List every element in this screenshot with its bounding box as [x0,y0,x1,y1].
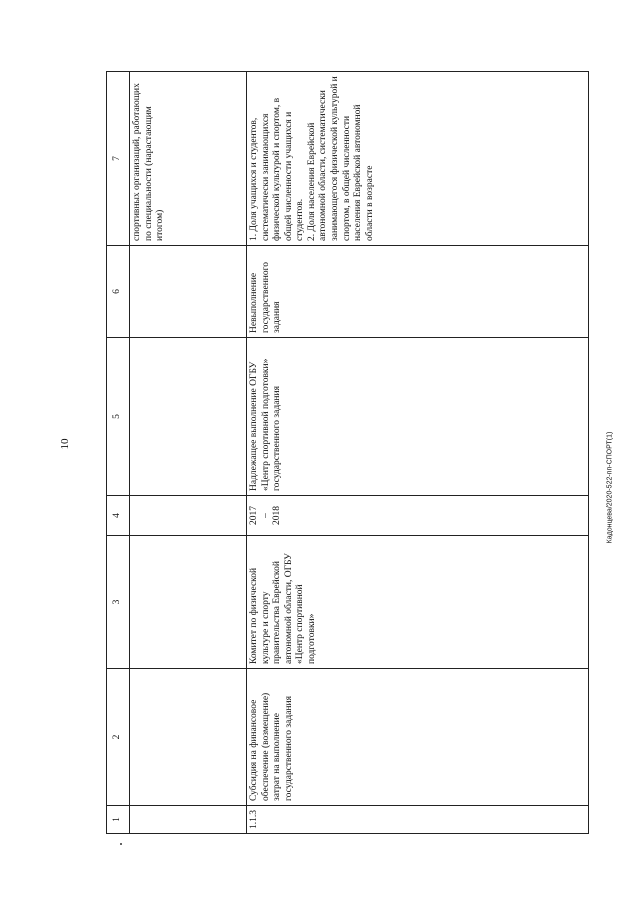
table-row [130,72,247,834]
cell-measure: Субсидия на финансовое обеспечение (возмещение) затрат на выполнение государственного задания [247,669,589,806]
cell-measure [130,669,247,806]
cell-result: Надлежащее выполнение ОГБУ «Центр спортивной подготовки» государственного задания [247,338,589,496]
cell-number [130,806,247,834]
cell-result [130,338,247,496]
column-header: 2 [107,669,130,806]
column-header: 4 [107,496,130,536]
indicator-item: 2. Доля населения Еврейской автономной области, систематически занимающегося физической культурой и спортом, в общей численности населения Еврейской автономной области в возрасте [306,76,375,241]
column-header: 7 [107,72,130,246]
period-start: 2017 [249,506,259,525]
cell-indicator [247,72,589,246]
page-number: 10 [59,438,71,450]
cell-number: 1.1.3 [247,806,589,834]
column-header: 6 [107,246,130,338]
document-footer-id: Кадонцева/2020-522-пп-СПОРТ(1) [606,431,614,544]
rotated-table-wrapper [106,72,579,834]
cell-executor [130,536,247,669]
cell-period [130,496,247,536]
cell-executor: Комитет по физической культуре и спорту правительства Еврейской автономной области, ОГБУ «Центр спортивной подготовки» [247,536,589,669]
scan-speck [120,843,122,845]
period-end: 2018 [272,506,283,525]
program-measures-table [106,71,589,834]
period-dash: – [260,513,271,518]
cell-period [247,496,589,536]
column-header: 3 [107,536,130,669]
column-header: 1 [107,806,130,834]
table-row [247,72,589,834]
cell-indicator: спортивных организаций, работающих по специальности (нарастающим итогом) [130,72,247,246]
cell-consequence [130,246,247,338]
table-header-row [107,72,130,834]
indicator-item: 1. Доля учащихся и студентов, систематически занимающихся физической культурой и спортом, в общей численности учащихся и студентов. [249,97,306,241]
column-header: 5 [107,338,130,496]
cell-consequence: Невыполнение государственного задания [247,246,589,338]
